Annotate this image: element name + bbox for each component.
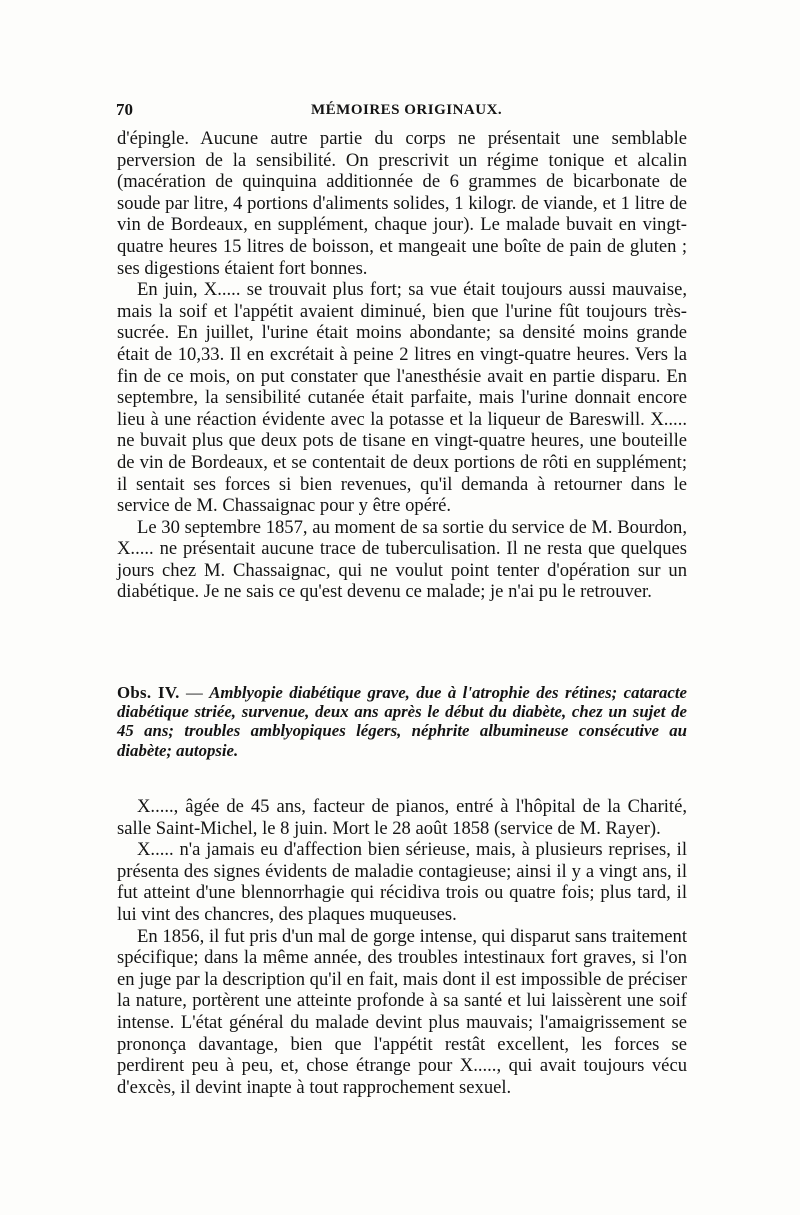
paragraph: X..... n'a jamais eu d'affection bien sérieuse, mais, à plusieurs reprises, il présenta des signes évidents de maladie contagieuse; ainsi il y a vingt ans, il fut atteint d'une blennorrhagie qui récidiva trois ou quatre fois; plus tard, il lui vint des chancres, des plaques muqueuses.: [117, 839, 687, 925]
page-header: [116, 100, 686, 126]
paragraph: X....., âgée de 45 ans, facteur de pianos, entré à l'hôpital de la Charité, salle Saint-Michel, le 8 juin. Mort le 28 août 1858 (service de M. Rayer).: [117, 796, 687, 839]
text-block-bottom: [117, 796, 687, 1098]
paragraph: d'épingle. Aucune autre partie du corps ne présentait une semblable perversion de la sensibilité. On prescrivit un régime tonique et alcalin (macération de quinquina additionnée de 6 grammes de bicarbonate de soude par litre, 4 portions d'aliments solides, 1 kilogr. de viande, et 1 litre de vin de Bordeaux, en supplément, chaque jour). Le malade buvait en vingt-quatre heures 15 litres de boisson, et mangeait une boîte de pain de gluten ; ses digestions étaient fort bonnes.: [117, 128, 687, 279]
page-number: 70: [116, 100, 133, 119]
paragraph: Le 30 septembre 1857, au moment de sa sortie du service de M. Bourdon, X..... ne présentait aucune trace de tuberculisation. Il ne resta que quelques jours chez M. Chassaignac, qui ne voulut point tenter d'opération sur un diabétique. Je ne sais ce qu'est devenu ce malade; je n'ai pu le retrouver.: [117, 516, 687, 603]
observation-dash: —: [179, 683, 210, 702]
text-block-top: [117, 128, 687, 603]
observation-heading: [117, 683, 687, 760]
paragraph: En 1856, il fut pris d'un mal de gorge intense, qui disparut sans traitement spécifique; dans la même année, des troubles intestinaux fort graves, si l'on en juge par la description qu'il en fait, mais dont il est impossible de préciser la nature, portèrent une atteinte profonde à sa santé et lui laissèrent une soif intense. L'état général du malade devint plus mauvais; l'amaigrissement se prononça davantage, bien que l'appétit restât excellent, les forces se perdirent peu à peu, et, chose étrange pour X....., qui avait toujours vécu d'excès, il devint inapte à tout rapprochement sexuel.: [117, 925, 687, 1098]
observation-paragraph: [117, 683, 687, 760]
running-head: MÉMOIRES ORIGINAUX.: [311, 102, 503, 118]
observation-title: Amblyopie diabétique grave, due à l'atrophie des rétines; cataracte diabétique striée, survenue, deux ans après le début du diabète, chez un sujet de 45 ans; troubles amblyopiques légers, néphrite albumineuse consécutive au diabète; autopsie.: [117, 683, 687, 760]
paragraph: En juin, X..... se trouvait plus fort; sa vue était toujours aussi mauvaise, mais la soif et l'appétit avaient diminué, bien que l'urine fût toujours très-sucrée. En juillet, l'urine était moins abondante; sa densité moins grande était de 10,33. Il en excrétait à peine 2 litres en vingt-quatre heures. Vers la fin de ce mois, on put constater que l'anesthésie avait en partie disparu. En septembre, la sensibilité cutanée était parfaite, mais l'urine donnait encore lieu à une réaction évidente avec la potasse et la liqueur de Bareswill. X..... ne buvait plus que deux pots de tisane en vingt-quatre heures, une bouteille de vin de Bordeaux, et se contentait de deux portions de rôti en supplément; il sentait ses forces si bien revenues, qu'il demanda à retourner dans le service de M. Chassaignac pour y être opéré.: [117, 279, 687, 517]
observation-label: Obs. IV.: [117, 683, 180, 702]
